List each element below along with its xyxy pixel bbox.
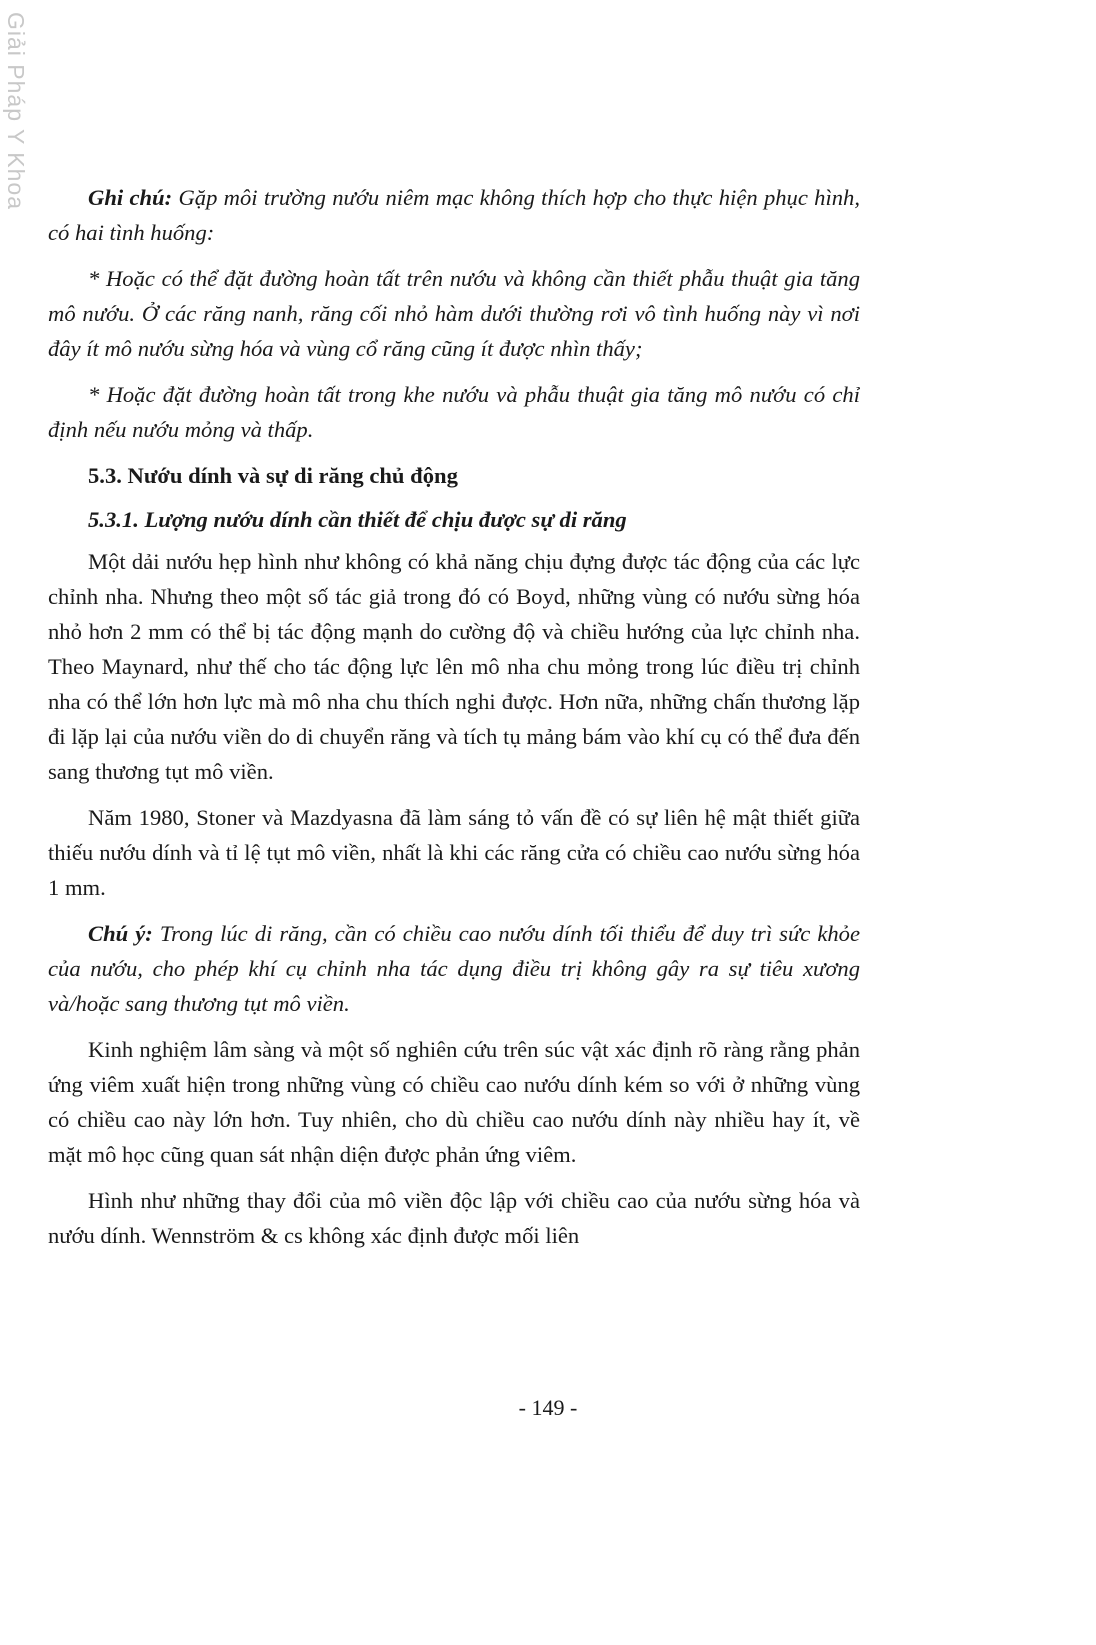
caution-lead: Chú ý:	[88, 921, 153, 946]
watermark: Giải Pháp Y Khoa	[3, 12, 29, 211]
subsection-heading: 5.3.1. Lượng nướu dính cần thiết để chịu được sự di răng	[88, 507, 627, 532]
page-number: - 149 -	[518, 1395, 578, 1420]
bullet-paragraph-1: * Hoặc có thể đặt đường hoàn tất trên nướu và không cần thiết phẫu thuật gia tăng mô nướu. Ở các răng nanh, răng cối nhỏ hàm dưới thường rơi vô tình huống này vì nơi đây ít mô nướu sừng hóa và vùng cổ răng cũng ít được nhìn thấy;	[48, 266, 860, 361]
body-paragraph-1: Một dải nướu hẹp hình như không có khả năng chịu đựng được tác động của các lực chỉnh nha. Nhưng theo một số tác giả trong đó có Boyd, những vùng có nướu sừng hóa nhỏ hơn 2 mm có thể bị tác động mạnh do cường độ và chiều hướng của lực chỉnh nha. Theo Maynard, như thế cho tác động lực lên mô nha chu mỏng trong lúc điều trị chỉnh nha có thể lớn hơn lực mà mô nha chu thích nghi được. Hơn nữa, những chấn thương lặp đi lặp lại của nướu viền do di chuyển răng và tích tụ mảng bám vào khí cụ có thể đưa đến sang thương tụt mô viền.	[48, 549, 860, 784]
caution-text: Trong lúc di răng, cần có chiều cao nướu dính tối thiểu để duy trì sức khỏe của nướu, cho phép khí cụ chỉnh nha tác dụng điều trị không gây ra sự tiêu xương và/hoặc sang thương tụt mô viền.	[48, 921, 861, 1016]
note-paragraph	[48, 180, 860, 250]
caution-paragraph	[48, 916, 860, 1021]
page-content	[48, 180, 860, 1264]
note-text: Gặp môi trường nướu niêm mạc không thích hợp cho thực hiện phục hình, có hai tình huống:	[48, 185, 860, 245]
bullet-paragraph-2: * Hoặc đặt đường hoàn tất trong khe nướu và phẫu thuật gia tăng mô nướu có chỉ định nếu nướu mỏng và thấp.	[48, 382, 860, 442]
body-paragraph-4: Hình như những thay đổi của mô viền độc lập với chiều cao của nướu sừng hóa và nướu dính. Wennström & cs không xác định được mối liên	[48, 1188, 860, 1248]
note-lead: Ghi chú:	[88, 185, 173, 210]
body-paragraph-2: Năm 1980, Stoner và Mazdyasna đã làm sáng tỏ vấn đề có sự liên hệ mật thiết giữa thiếu nướu dính và tỉ lệ tụt mô viền, nhất là khi các răng cửa có chiều cao nướu sừng hóa 1 mm.	[48, 805, 860, 900]
body-paragraph-3: Kinh nghiệm lâm sàng và một số nghiên cứu trên súc vật xác định rõ ràng rằng phản ứng viêm xuất hiện trong những vùng có chiều cao nướu dính kém so với ở những vùng có chiều cao này lớn hơn. Tuy nhiên, cho dù chiều cao nướu dính này nhiều hay ít, về mặt mô học cũng quan sát nhận diện được phản ứng viêm.	[48, 1037, 860, 1167]
section-heading: 5.3. Nướu dính và sự di răng chủ động	[88, 463, 458, 488]
